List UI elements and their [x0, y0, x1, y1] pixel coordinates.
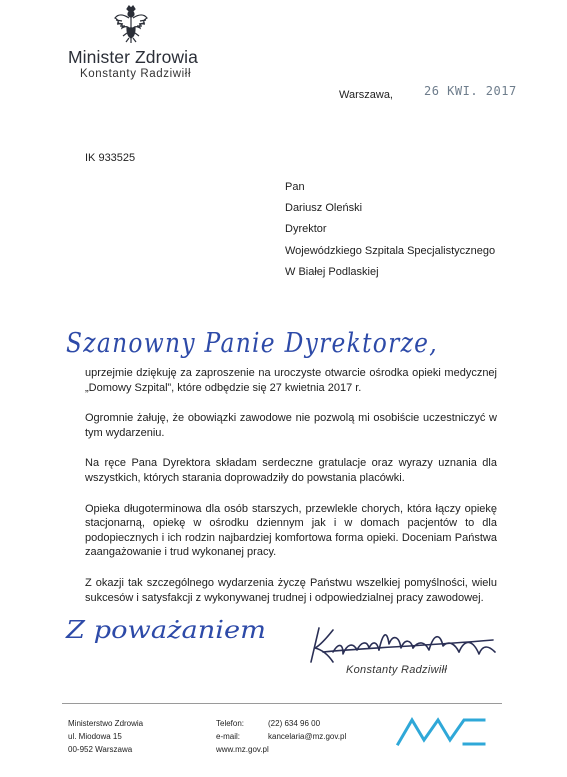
salutation-text: Szanowny Panie Dyrektorze, — [66, 328, 438, 359]
footer-address-line: ul. Miodowa 15 — [68, 732, 122, 741]
letter-city: Warszawa, — [339, 89, 393, 101]
phone-label: Telefon: — [216, 719, 245, 728]
email-link[interactable]: kancelaria@mz.gov.pl — [268, 732, 347, 741]
closing-text: Z poważaniem — [64, 616, 266, 644]
minister-name: Konstanty Radziwiłł — [80, 68, 192, 80]
footer-address — [68, 717, 143, 756]
body-paragraph: Ogromnie żałuję, że obowiązki zawodowe nie pozwolą mi osobiście uczestniczyć w tym wydarzeniu. — [85, 412, 497, 439]
letter-body — [85, 366, 497, 621]
footer-address-line: Ministerstwo Zdrowia — [68, 719, 144, 728]
body-paragraph: Opieka długoterminowa dla osób starszych, przewlekle chorych, która łączy opiekę stacjonarną, opiekę w ośrodku dziennym jak i w domach pacjentów to dla podopiecznych i ich rodzin najbardziej komfortowa forma opieki. Doceniam Państwa zaangażowanie i trud wykonanej pracy. — [85, 502, 497, 559]
footer-address-line: 00-952 Warszawa — [68, 745, 133, 754]
body-paragraph: Z okazji tak szczególnego wydarzenia życzę Państwu wszelkiej pomyślności, wielu sukcesów i satysfakcji z wykonywanej trudnej i odpowiedzialnej pracy zawodowej. — [85, 576, 497, 604]
recipient-line: W Białej Podlaskiej — [285, 265, 379, 278]
phone-number: (22) 634 96 00 — [268, 719, 321, 728]
footer-divider — [62, 703, 502, 704]
footer-contact — [216, 717, 346, 756]
recipient-line: Wojewódzkiego Szpitala Specjalistycznego — [285, 244, 496, 257]
signatory-name: Konstanty Radziwiłł — [346, 664, 448, 676]
polish-eagle-icon — [113, 4, 149, 44]
mz-logo-icon — [394, 714, 490, 748]
handwritten-salutation — [60, 318, 450, 368]
reference-number: IK 933525 — [85, 152, 136, 164]
minister-title: Minister Zdrowia — [68, 47, 198, 67]
handwritten-closing — [62, 612, 272, 646]
recipient-line: Dariusz Oleński — [285, 202, 363, 215]
email-label: e-mail: — [216, 732, 241, 741]
recipient-address — [285, 177, 495, 283]
recipient-line: Dyrektor — [285, 223, 327, 236]
body-paragraph: Na ręce Pana Dyrektora składam serdeczne gratulacje oraz wyrazy uznania dla wszystkich, których starania doprowadziły do powstania placówki. — [85, 457, 497, 484]
date-stamp: 26 KWI. 2017 — [424, 84, 517, 98]
website-link[interactable]: www.mz.gov.pl — [216, 745, 269, 754]
body-paragraph: uprzejmie dziękuję za zaproszenie na uroczyste otwarcie ośrodka opieki medycznej „Domowy Szpital”, które odbędzie się 27 kwietnia 2017 r. — [85, 367, 497, 394]
recipient-line: Pan — [285, 181, 305, 193]
